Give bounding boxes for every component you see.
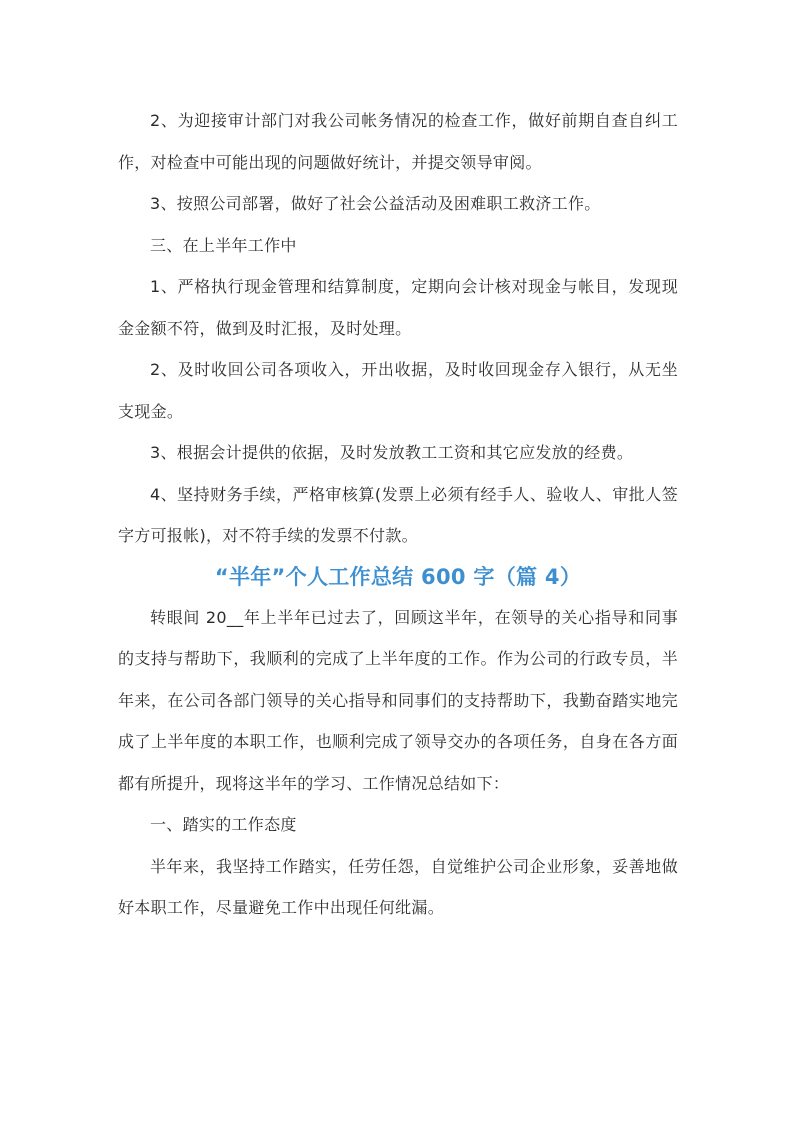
paragraph-cash-management: 1、严格执行现金管理和结算制度，定期向会计核对现金与帐目，发现现金金额不符，做到及时汇报，及时处理。 bbox=[118, 277, 678, 338]
paragraph-work-attitude: 半年来，我坚持工作踏实，任劳任怨，自觉维护公司企业形象，妥善地做好本职工作，尽量避免工作中出现任何纰漏。 bbox=[118, 856, 678, 917]
paragraph-intro: 转眼间 20__年上半年已过去了，回顾这半年，在领导的关心指导和同事的支持与帮助下，我顺利的完成了上半年度的工作。作为公司的行政专员，半年来，在公司各部门领导的关心指导和同事们的支持帮助下，我勤奋踏实地完成了上半年度的本职工作，也顺利完成了领导交办的各项任务，自身在各方面都有所提升，现将这半年的学习、工作情况总结如下： bbox=[118, 607, 678, 793]
article-heading: “半年”个人工作总结 600 字（篇 4） bbox=[214, 564, 582, 589]
paragraph-public-welfare: 3、按照公司部署，做好了社会公益活动及困难职工救济工作。 bbox=[150, 194, 601, 213]
paragraph-audit-prep: 2、为迎接审计部门对我公司帐务情况的检查工作，做好前期自查自纠工作，对检查中可能出现的问题做好统计，并提交领导审阅。 bbox=[118, 111, 678, 172]
paragraph-section-three-title: 三、在上半年工作中 bbox=[150, 235, 297, 255]
paragraph-salary-payment: 3、根据会计提供的依据，及时发放教工工资和其它应发放的经费。 bbox=[150, 443, 634, 462]
paragraph-section-one-title: 一、踏实的工作态度 bbox=[150, 815, 297, 834]
document-body bbox=[118, 100, 678, 929]
paragraph-revenue-collection: 2、及时收回公司各项收入，开出收据，及时收回现金存入银行，从无坐支现金。 bbox=[118, 360, 678, 421]
paragraph-financial-procedures: 4、坚持财务手续，严格审核算(发票上必须有经手人、验收人、审批人签字方可报帐)，对不符手续的发票不付款。 bbox=[118, 484, 678, 545]
